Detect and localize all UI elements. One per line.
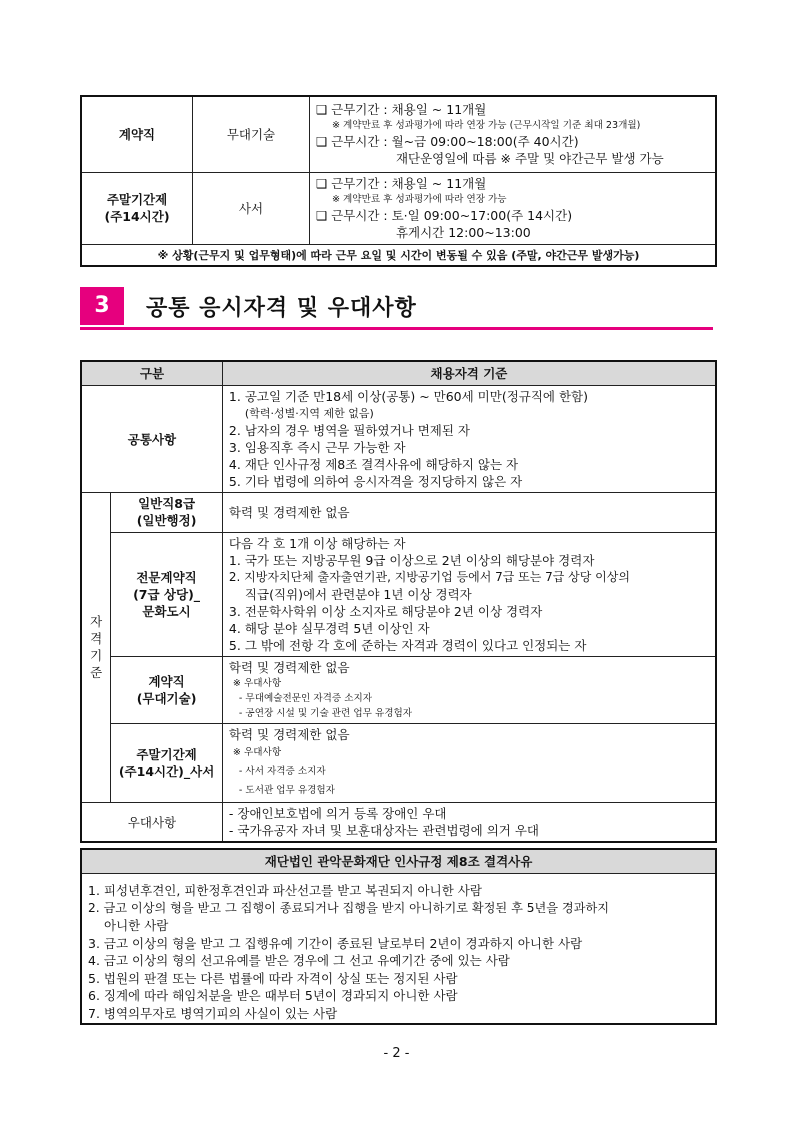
contract-table bbox=[80, 95, 717, 267]
group-label-line: (일반행정) bbox=[136, 513, 197, 528]
table-row bbox=[81, 244, 716, 266]
group-label-line: (무대기술) bbox=[136, 690, 197, 706]
conditions-cell bbox=[309, 96, 716, 172]
list-item: 1. 공고일 기준 만18세 이상(공통) ~ 만60세 미만(정규직에 한함) bbox=[228, 388, 589, 404]
group-items bbox=[222, 723, 716, 802]
disqualification-list bbox=[82, 874, 715, 1030]
common-items bbox=[222, 385, 716, 492]
group-items bbox=[222, 656, 716, 723]
list-item: ※ 우대사항 bbox=[232, 746, 282, 758]
list-item: (학력·성별·지역 제한 없음) bbox=[244, 406, 374, 420]
table-row bbox=[81, 385, 716, 492]
list-item: 4. 재단 인사규정 제8조 결격사유에 해당하지 않는 자 bbox=[228, 456, 519, 472]
group-label-line: 문화도시 bbox=[142, 603, 191, 619]
vertical-char: 격 bbox=[90, 631, 103, 646]
group-label-line: (7급 상당)_ bbox=[133, 586, 201, 602]
section-title: 공통 응시자격 및 우대사항 bbox=[146, 296, 417, 321]
list-item: 5. 그 밖에 전항 각 호에 준하는 자격과 경력이 있다고 인정되는 자 bbox=[228, 637, 587, 653]
contract-type-cell: 계약직 bbox=[81, 96, 193, 172]
condition-note: ※ 계약만료 후 성과평가에 따라 연장 가능 bbox=[331, 194, 507, 205]
preference-items bbox=[222, 802, 716, 842]
preference-label: 우대사항 bbox=[81, 802, 222, 842]
list-item: 4. 해당 분야 실무경력 5년 이상인 자 bbox=[228, 620, 430, 636]
list-item: ※ 우대사항 bbox=[232, 677, 282, 689]
section-divider bbox=[80, 327, 713, 330]
group-label-line: 일반직8급 bbox=[138, 496, 196, 511]
list-item: 1. 피성년후견인, 피한정후견인과 파산선고를 받고 복권되지 아니한 사람 bbox=[88, 883, 482, 898]
job-cell: 사서 bbox=[193, 172, 310, 244]
table-row bbox=[81, 532, 716, 656]
condition-line: ❑ 근무시간 : 토·일 09:00~17:00(주 14시간) bbox=[315, 208, 573, 223]
table-header-row bbox=[81, 361, 716, 385]
list-item: - 사서 자격증 소지자 bbox=[238, 765, 326, 777]
page-number: - 2 - bbox=[383, 1046, 410, 1061]
condition-line: ❑ 근무기간 : 채용일 ~ 11개월 bbox=[315, 176, 487, 191]
vertical-char: 기 bbox=[90, 648, 103, 663]
list-item: 5. 기타 법령에 의하여 응시자격을 정지당하지 않은 자 bbox=[228, 473, 523, 489]
disqualification-box bbox=[80, 848, 717, 1025]
criteria-vertical-label bbox=[81, 492, 111, 802]
header-criteria: 채용자격 기준 bbox=[222, 361, 716, 385]
conditions-cell bbox=[309, 172, 716, 244]
common-label: 공통사항 bbox=[81, 385, 222, 492]
list-item: 2. 지방자치단체 출자출연기관, 지방공기업 등에서 7급 또는 7급 상당 이상의 bbox=[228, 569, 630, 584]
table-row bbox=[81, 172, 716, 244]
group-items bbox=[222, 492, 716, 532]
group-label bbox=[111, 492, 223, 532]
table-row bbox=[81, 802, 716, 842]
list-item: 2. 남자의 경우 병역을 필하였거나 면제된 자 bbox=[228, 422, 470, 438]
list-item: 3. 전문학사학위 이상 소지자로 해당분야 2년 이상 경력자 bbox=[228, 603, 543, 619]
group-label bbox=[111, 532, 223, 656]
list-item: 1. 국가 또는 지방공무원 9급 이상으로 2년 이상의 해당분야 경력자 bbox=[228, 552, 595, 568]
list-item: 4. 금고 이상의 형의 선고유예를 받은 경우에 그 선고 유예기간 중에 있는 사람 bbox=[88, 953, 510, 968]
vertical-char: 자 bbox=[90, 614, 103, 629]
list-item: 학력 및 경력제한 없음 bbox=[228, 659, 350, 675]
table-row bbox=[81, 723, 716, 802]
vertical-char: 준 bbox=[90, 665, 103, 680]
group-label-line: 전문계약직 bbox=[136, 569, 197, 585]
condition-note: ※ 계약만료 후 성과평가에 따라 연장 가능 (근무시작일 기준 최대 23개월) bbox=[331, 120, 641, 132]
job-cell: 무대기술 bbox=[193, 96, 310, 172]
table-row bbox=[81, 96, 716, 172]
disqualification-title: 재단법인 관악문화재단 인사규정 제8조 결격사유 bbox=[82, 850, 715, 874]
group-label bbox=[111, 723, 223, 802]
list-item: 학력 및 경력제한 없음 bbox=[228, 726, 350, 742]
qualification-table bbox=[80, 360, 717, 843]
list-item: 6. 징계에 따라 해임처분을 받은 때부터 5년이 경과되지 아니한 사람 bbox=[88, 988, 458, 1003]
section-heading bbox=[80, 285, 713, 332]
group-items bbox=[222, 532, 716, 656]
condition-line: ❑ 근무기간 : 채용일 ~ 11개월 bbox=[315, 102, 487, 118]
list-item: 7. 병역의무자로 병역기피의 사실이 있는 사람 bbox=[88, 1005, 338, 1021]
section-number-badge: 3 bbox=[80, 287, 124, 325]
list-item: 직급(직위)에서 관련분야 1년 이상 경력자 bbox=[244, 586, 472, 602]
list-item: 3. 금고 이상의 형을 받고 그 집행유예 기간이 종료된 날로부터 2년이 경과하지 아니한 사람 bbox=[88, 935, 583, 951]
list-item: - 무대예술전문인 자격증 소지자 bbox=[238, 692, 373, 704]
group-label bbox=[111, 656, 223, 723]
condition-line: 재단운영일에 따름 ※ 주말 및 야간근무 발생 가능 bbox=[395, 151, 664, 167]
list-item: - 공연장 시설 및 기술 관련 업무 유경험자 bbox=[238, 707, 413, 719]
list-item: - 국가유공자 자녀 및 보훈대상자는 관련법령에 의거 우대 bbox=[228, 822, 539, 838]
list-item: 2. 금고 이상의 형을 받고 그 집행이 종료되거나 집행을 받지 아니하기로 확정된 후 5년을 경과하지 bbox=[88, 900, 609, 915]
condition-line: 휴게시간 12:00~13:00 bbox=[395, 225, 531, 240]
group-label-line: 계약직 bbox=[148, 673, 185, 689]
table-row bbox=[81, 492, 716, 532]
header-category: 구분 bbox=[81, 361, 222, 385]
list-item: - 장애인보호법에 의거 등록 장애인 우대 bbox=[228, 805, 447, 821]
contract-footnote: ※ 상황(근무지 및 업무형태)에 따라 근무 요일 및 시간이 변동될 수 있음 (주말, 야간근무 발생가능) bbox=[81, 244, 716, 266]
type-line: (주14시간) bbox=[104, 209, 170, 224]
list-item: 아니한 사람 bbox=[104, 918, 169, 933]
condition-line: ❑ 근무시간 : 월~금 09:00~18:00(주 40시간) bbox=[315, 134, 579, 150]
list-item: 학력 및 경력제한 없음 bbox=[228, 504, 350, 520]
list-item: 5. 법원의 판결 또는 다른 법률에 따라 자격이 상실 또는 정지된 사람 bbox=[88, 970, 458, 986]
list-item: 다음 각 호 1개 이상 해당하는 자 bbox=[228, 535, 406, 551]
list-item: - 도서관 업무 유경험자 bbox=[238, 784, 335, 796]
group-label-line: (주14시간)_사서 bbox=[118, 763, 215, 779]
table-row bbox=[81, 656, 716, 723]
list-item: 3. 임용직후 즉시 근무 가능한 자 bbox=[228, 439, 406, 455]
group-label-line: 주말기간제 bbox=[136, 746, 197, 762]
type-line: 주말기간제 bbox=[106, 192, 168, 207]
contract-type-cell bbox=[81, 172, 193, 244]
